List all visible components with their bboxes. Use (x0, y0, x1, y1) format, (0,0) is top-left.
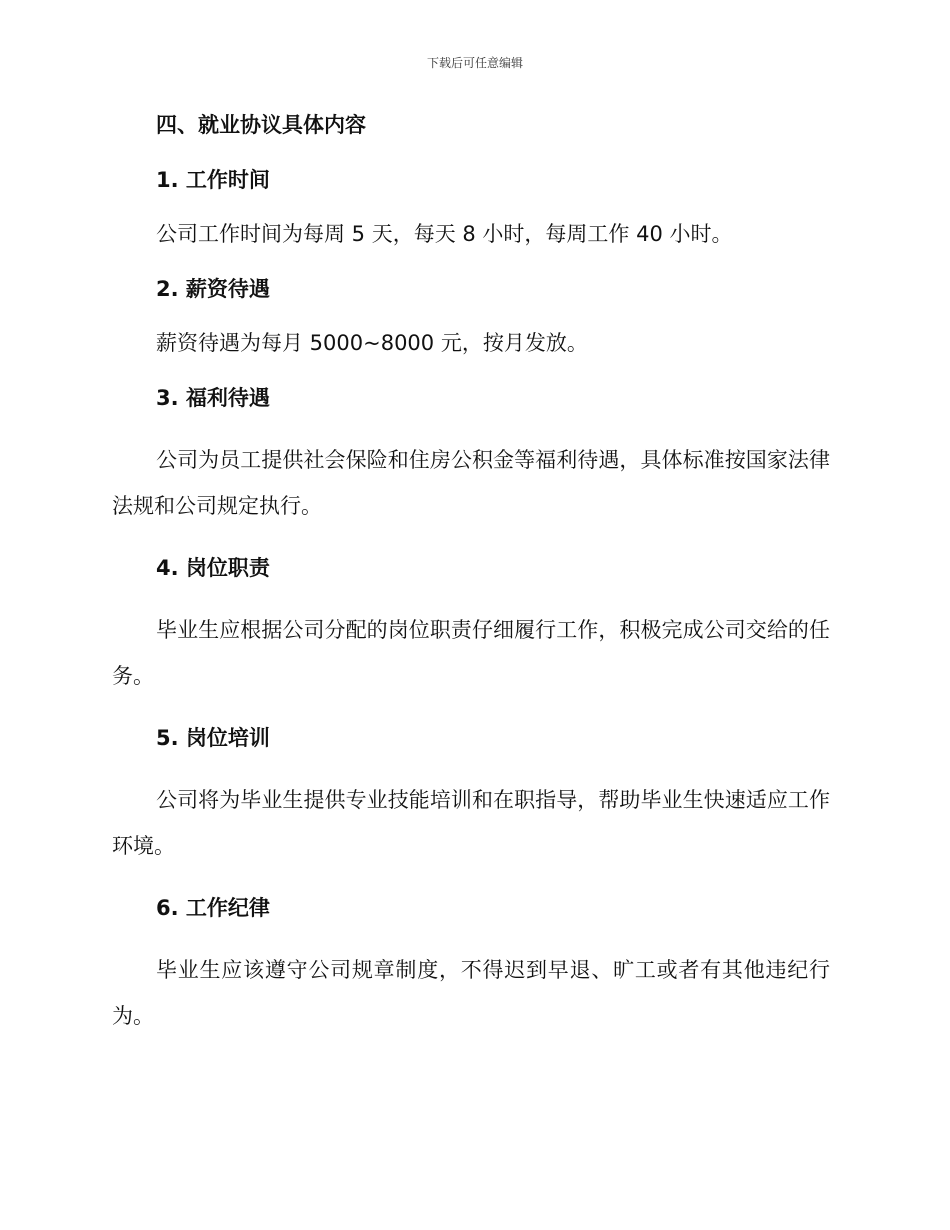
item-heading-duties: 4. 岗位职责 (156, 556, 270, 580)
item-body-salary: 薪资待遇为每月 5000~8000 元，按月发放。 (156, 331, 588, 355)
document-body (112, 110, 830, 1063)
item-body-work-hours: 公司工作时间为每周 5 天，每天 8 小时，每周工作 40 小时。 (156, 222, 733, 246)
item-body-benefits: 公司为员工提供社会保险和住房公积金等福利待遇，具体标准按国家法律法规和公司规定执行。 (112, 448, 830, 518)
item-heading-benefits: 3. 福利待遇 (156, 386, 270, 410)
item-body-duties: 毕业生应根据公司分配的岗位职责仔细履行工作，积极完成公司交给的任务。 (112, 618, 830, 688)
section-title: 四、就业协议具体内容 (156, 113, 366, 137)
item-heading-work-hours: 1. 工作时间 (156, 168, 270, 192)
item-body-discipline: 毕业生应该遵守公司规章制度，不得迟到早退、旷工或者有其他违纪行为。 (112, 958, 830, 1028)
item-body-training: 公司将为毕业生提供专业技能培训和在职指导，帮助毕业生快速适应工作环境。 (112, 788, 830, 858)
item-heading-salary: 2. 薪资待遇 (156, 277, 270, 301)
item-heading-training: 5. 岗位培训 (156, 726, 270, 750)
page-header: 下载后可任意编辑 (426, 56, 523, 70)
item-heading-discipline: 6. 工作纪律 (156, 896, 270, 920)
